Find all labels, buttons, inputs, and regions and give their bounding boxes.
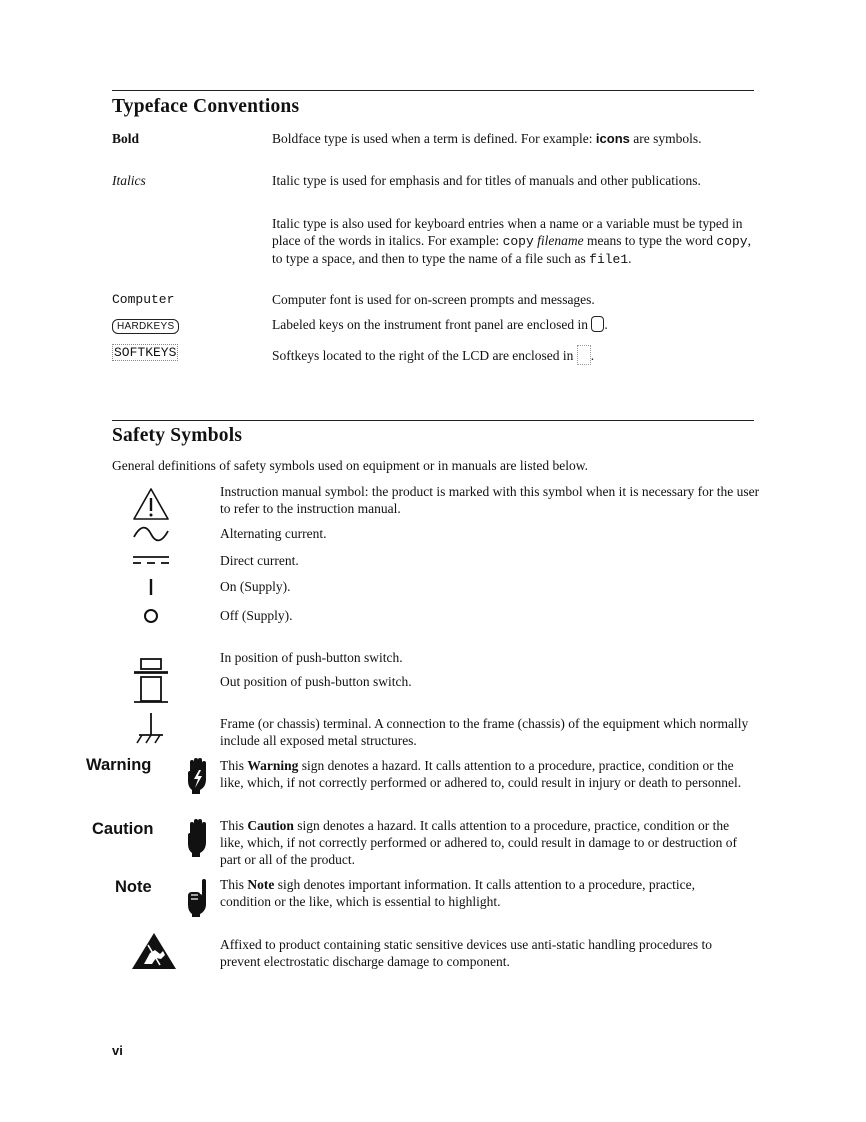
desc-softkeys bbox=[272, 345, 752, 365]
example-icons: icons bbox=[595, 131, 630, 146]
ac-desc: Alternating current. bbox=[220, 526, 327, 541]
italic-filename: filename bbox=[537, 233, 584, 248]
code-copy-2: copy bbox=[716, 234, 748, 249]
desc-bold-text-b: are symbols. bbox=[629, 131, 702, 146]
typeface-conventions-title: Typeface Conventions bbox=[112, 96, 300, 117]
hardkey-enclosure-icon bbox=[591, 316, 604, 332]
desc-italics-text-b: means to type the word bbox=[583, 233, 717, 248]
caution-hand-icon bbox=[186, 818, 210, 862]
desc-italics-text-a: Italic type is also used for keyboard entries when a name or a variable must be typed in place of the words in italics. For example: bbox=[272, 216, 743, 248]
caution-word: Caution bbox=[247, 818, 294, 833]
off-desc: Off (Supply). bbox=[220, 608, 293, 623]
desc-italics-text-c: , to type a space, and then to type the name of a file such as bbox=[272, 233, 751, 266]
frame-desc: Frame (or chassis) terminal. A connection to the frame (chassis) of the equipment which normally include all exposed metal structures. bbox=[220, 716, 749, 748]
warning-hand-icon bbox=[186, 757, 210, 799]
warning-label: Warning bbox=[86, 756, 152, 774]
desc-hardkeys bbox=[272, 316, 752, 333]
esd-sensitive-icon bbox=[128, 929, 180, 973]
term-hardkeys bbox=[112, 316, 179, 334]
note-text: sigh denotes important information. It calls attention to a procedure, practice, condition or the like, which is essential to highlight. bbox=[220, 877, 696, 909]
page-number: vi bbox=[112, 1043, 123, 1058]
softkeys-box: SOFTKEYS bbox=[114, 345, 177, 360]
term-softkeys bbox=[112, 344, 178, 361]
note-this: This bbox=[220, 877, 248, 892]
off-supply-icon bbox=[125, 596, 177, 636]
desc-italics-text-d: . bbox=[628, 251, 632, 266]
safety-symbols-title: Safety Symbols bbox=[112, 425, 243, 446]
warning-text: sign denotes a hazard. It calls attention to a procedure, practice, condition or the like, which, if not correctly performed or adhered to, could result in injury or death to personnel. bbox=[220, 758, 742, 790]
desc-softkeys-text: Softkeys located to the right of the LCD are enclosed in bbox=[272, 348, 574, 363]
desc-italics-2 bbox=[272, 215, 752, 268]
hardkeys-box: HARDKEYS bbox=[112, 319, 179, 334]
esd-desc: Affixed to product containing static sensitive devices use anti-static handling procedures to prevent electrostatic discharge damage to component. bbox=[220, 937, 712, 969]
softkeys-period: . bbox=[590, 348, 595, 363]
caution-this: This bbox=[220, 818, 248, 833]
safety-rule bbox=[112, 420, 754, 421]
code-copy: copy bbox=[502, 234, 534, 249]
instruction-manual-desc: Instruction manual symbol: the product is marked with this symbol when it is necessary for the user to refer to the instruction manual. bbox=[220, 484, 760, 516]
warning-desc bbox=[220, 757, 755, 791]
desc-hardkeys-text: Labeled keys on the instrument front panel are enclosed in bbox=[272, 317, 589, 332]
in-position-desc: In position of push-button switch. bbox=[220, 650, 403, 665]
note-word: Note bbox=[247, 877, 275, 892]
term-italics: Italics bbox=[112, 173, 146, 188]
frame-terminal-icon bbox=[125, 708, 177, 748]
term-computer: Computer bbox=[112, 292, 175, 307]
push-button-out-icon bbox=[125, 667, 177, 707]
out-position-desc: Out position of push-button switch. bbox=[220, 674, 412, 689]
note-desc bbox=[220, 876, 700, 910]
caution-text: sign denotes a hazard. It calls attention to a procedure, practice, condition or the like, which, if not correctly performed or adhered to, could result in damage to or destruction of part or all of the product. bbox=[220, 818, 737, 867]
desc-bold-text-a: Boldface type is used when a term is defined. For example: bbox=[272, 131, 596, 146]
top-rule bbox=[112, 90, 754, 91]
term-bold: Bold bbox=[112, 131, 140, 146]
warning-word: Warning bbox=[247, 758, 299, 773]
caution-desc bbox=[220, 817, 755, 868]
safety-intro: General definitions of safety symbols used on equipment or in manuals are listed below. bbox=[112, 458, 589, 473]
code-file1: file1 bbox=[589, 252, 629, 267]
desc-italics-1: Italic type is used for emphasis and for titles of manuals and other publications. bbox=[272, 173, 701, 188]
on-desc: On (Supply). bbox=[220, 579, 291, 594]
hardkeys-period: . bbox=[604, 317, 608, 332]
warning-this: This bbox=[220, 758, 248, 773]
caution-label: Caution bbox=[92, 820, 154, 838]
desc-computer: Computer font is used for on-screen prompts and messages. bbox=[272, 292, 595, 307]
note-label: Note bbox=[115, 878, 152, 896]
softkey-enclosure-icon bbox=[577, 345, 591, 365]
dc-desc: Direct current. bbox=[220, 553, 299, 568]
desc-bold bbox=[272, 130, 752, 147]
note-hand-icon bbox=[186, 878, 210, 922]
